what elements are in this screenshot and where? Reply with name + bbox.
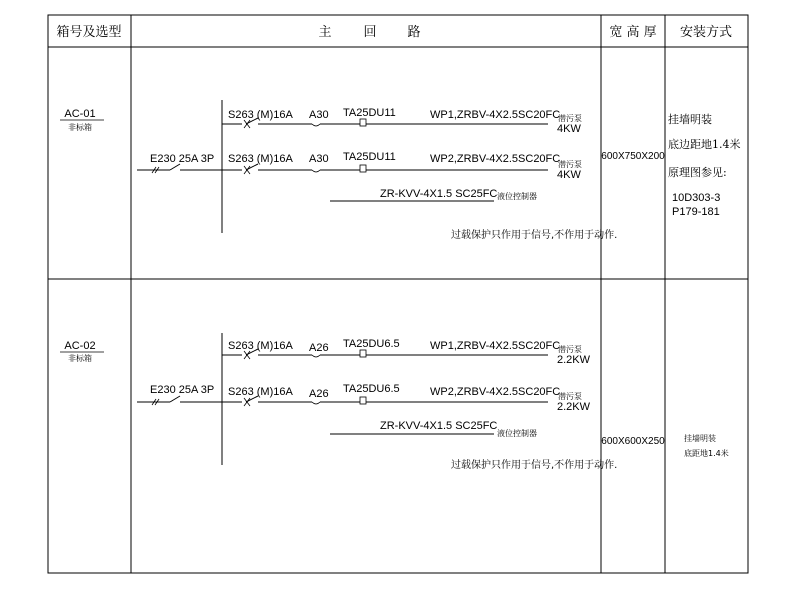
load-label: 潜污泵 (558, 114, 582, 123)
branch-breaker-label: S263 (M)16A (228, 109, 293, 121)
contactor-label: A26 (309, 342, 329, 354)
overload-note: 过载保护只作用于信号,不作用于动作. (451, 460, 618, 471)
box-id: AC-02 (64, 340, 96, 352)
header-main-circuit-1: 主 (318, 25, 332, 40)
reference-pages: P179-181 (672, 206, 720, 218)
thermal-relay-symbol (360, 350, 366, 357)
control-cable-label: ZR-KVV-4X1.5 SC25FC (380, 188, 498, 200)
cable-label: WP1,ZRBV-4X2.5SC20FC (430, 109, 561, 121)
cable-label: WP1,ZRBV-4X2.5SC20FC (430, 340, 561, 352)
box-id: AC-01 (64, 108, 96, 120)
contactor-label: A30 (309, 153, 329, 165)
level-controller-label: 液位控制器 (497, 429, 537, 438)
cable-label: WP2,ZRBV-4X2.5SC20FC (430, 386, 561, 398)
install-line-1: 挂墙明装 (668, 113, 712, 126)
load-power: 2.2KW (557, 354, 591, 366)
install-line-2: 底距地1.4米 (684, 449, 729, 458)
contactor-symbol (312, 170, 320, 172)
contactor-symbol (312, 402, 320, 404)
branch-breaker-label: S263 (M)16A (228, 386, 293, 398)
header-box-id: 箱号及选型 (56, 25, 122, 40)
thermal-relay-label: TA25DU11 (343, 151, 396, 163)
load-label: 潜污泵 (558, 345, 582, 354)
thermal-relay-symbol (360, 119, 366, 126)
header-dimensions: 宽 高 厚 (609, 25, 657, 40)
reference-atlas: 10D303-3 (672, 192, 721, 204)
load-label: 潜污泵 (558, 160, 582, 169)
thermal-relay-symbol (360, 397, 366, 404)
contactor-label: A26 (309, 388, 329, 400)
table-grid (48, 15, 748, 573)
box-type: 非标箱 (68, 123, 92, 132)
header-installation: 安装方式 (679, 25, 733, 40)
circuit-wp1 (222, 338, 591, 366)
install-line-2: 底边距地1.4米 (668, 138, 741, 151)
header-main-circuit-3: 路 (407, 25, 421, 40)
load-label: 潜污泵 (558, 392, 582, 401)
thermal-relay-label: TA25DU6.5 (343, 383, 400, 395)
circuit-wp2 (222, 383, 591, 413)
cable-label: WP2,ZRBV-4X2.5SC20FC (430, 153, 561, 165)
main-breaker-label: E230 25A 3P (150, 384, 215, 396)
box-type: 非标箱 (68, 354, 92, 363)
load-power: 2.2KW (557, 401, 591, 413)
branch-breaker-label: S263 (M)16A (228, 153, 293, 165)
install-line-1: 挂墙明装 (684, 434, 716, 443)
thermal-relay-label: TA25DU6.5 (343, 338, 400, 350)
header-row (56, 24, 732, 40)
thermal-relay-symbol (360, 165, 366, 172)
contactor-symbol (312, 124, 320, 126)
main-breaker-label: E230 25A 3P (150, 153, 215, 165)
thermal-relay-label: TA25DU11 (343, 107, 396, 119)
box-ac01 (60, 100, 741, 241)
circuit-wp1 (222, 107, 582, 135)
header-main-circuit-2: 回 (363, 25, 377, 40)
install-line-3: 原理图参见: (668, 166, 727, 179)
contactor-label: A30 (309, 109, 329, 121)
load-power: 4KW (557, 123, 581, 135)
load-power: 4KW (557, 169, 581, 181)
level-controller-label: 液位控制器 (497, 192, 537, 201)
box-dimensions: 600X600X250 (601, 436, 665, 447)
circuit-wp2 (222, 151, 582, 181)
control-cable-label: ZR-KVV-4X1.5 SC25FC (380, 420, 498, 432)
branch-breaker-label: S263 (M)16A (228, 340, 293, 352)
box-ac02 (60, 333, 729, 471)
table-border (48, 15, 748, 573)
overload-note: 过载保护只作用于信号,不作用于动作. (451, 230, 618, 241)
box-dimensions: 600X750X200 (601, 151, 665, 162)
contactor-symbol (312, 355, 320, 357)
main-breaker-contact (170, 396, 180, 402)
